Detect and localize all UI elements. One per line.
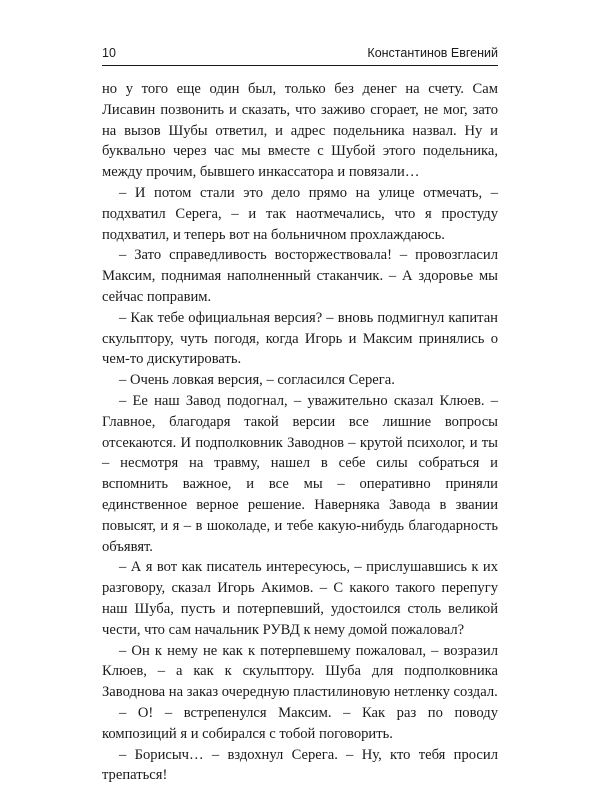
paragraph: – Как тебе официальная версия? – вновь подмигнул капитан скульптору, чуть погодя, когда Игорь и Максим принялись о чем-то дискутировать. (102, 308, 498, 370)
paragraph: – Борисыч… – вздохнул Серега. – Ну, кто тебя просил трепаться! (102, 745, 498, 786)
paragraph: – И потом стали это дело прямо на улице отмечать, – подхватил Серега, – и так наотмечались, что я простуду подхватил, и теперь вот на больничном прохлаждаюсь. (102, 183, 498, 245)
book-page (102, 44, 498, 64)
paragraph: – О! – встрепенулся Максим. – Как раз по поводу композиций я и собирался с тобой поговорить. (102, 703, 498, 745)
body-text (102, 79, 498, 786)
paragraph: – Очень ловкая версия, – согласился Серега. (102, 370, 498, 391)
paragraph: – Зато справедливость восторжествовала! – провозгласил Максим, поднимая наполненный стаканчик. – А здоровье мы сейчас поправим. (102, 245, 498, 307)
page-header (102, 44, 498, 64)
paragraph: – Ее наш Завод подогнал, – уважительно сказал Клюев. – Главное, благодаря такой версии все лишние вопросы отсекаются. И подполковник Заводнов – крутой психолог, и ты – несмотря на травму, нашел в себе силы собраться и вспомнить важное, и все мы – оперативно приняли единственное верное решение. Наверняка Завода в звании повысят, и я – в шоколаде, и тебе какую-нибудь благодарность объявят. (102, 391, 498, 557)
paragraph: но у того еще один был, только без денег на счету. Сам Лисавин позвонить и сказать, что заживо сгорает, не мог, зато на вызов Шубы ответил, и адрес подельника назвал. Ну и буквально через час мы вместе с Шубой этого подельника, между прочим, бывшего инкассатора и повязали… (102, 79, 498, 183)
page-number: 10 (102, 46, 116, 60)
header-rule (102, 65, 498, 66)
paragraph: – Он к нему не как к потерпевшему пожаловал, – возразил Клюев, – а как к скульптору. Шуба для подполковника Заводнова на заказ очередную пластилиновую нетленку создал. (102, 641, 498, 703)
running-head-author: Константинов Евгений (367, 46, 498, 60)
paragraph: – А я вот как писатель интересуюсь, – прислушавшись к их разговору, сказал Игорь Акимов. – С какого такого перепугу наш Шуба, пусть и потерпевший, удостоился столь великой чести, что сам начальник РУВД к нему домой пожаловал? (102, 557, 498, 640)
